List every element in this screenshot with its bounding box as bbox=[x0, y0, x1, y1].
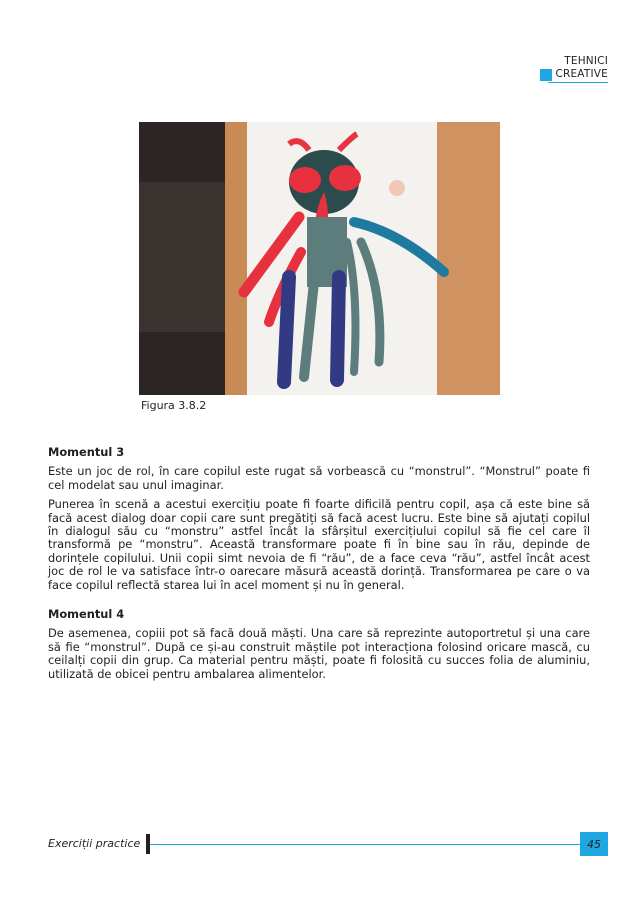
paragraph: Este un joc de rol, în care copilul este rugat să vorbească cu “monstrul”. “Monstrul” poate fi cel modelat sau unul imaginar. bbox=[48, 464, 590, 492]
blue-square-icon bbox=[540, 69, 552, 81]
plasticine-monster-photo-icon bbox=[139, 122, 500, 395]
body-text bbox=[48, 446, 590, 687]
figure-photo bbox=[139, 122, 500, 395]
footer-label: Exerciții practice bbox=[48, 837, 141, 850]
section-gap bbox=[48, 598, 590, 608]
page-number: 45 bbox=[580, 832, 608, 856]
paragraph: Punerea în scenă a acestui exercițiu poate fi foarte dificilă pentru copil, așa că este bine să facă acest dialog doar copii care sunt pregătiți să facă acest lucru. Este bine să ajutați copilul în dialogul său cu “monstru” astfel încât la sfârșitul exercițiului copilul să fie cel care îl transformă pe “monstru”. Această transformare poate fi în bine sau în rău, depinde de dorințele copilului. Unii copii simt nevoia de fi “rău”, de a face ceva “rău”, astfel încât acest joc de rol le va satisface într-o oarecare măsură această dorință. Transformarea pe care o va face copilul reflectă starea lui în acel moment și nu în general. bbox=[48, 497, 590, 592]
figure-caption: Figura 3.8.2 bbox=[141, 399, 207, 412]
section-header bbox=[540, 55, 608, 81]
section-heading: Momentul 3 bbox=[48, 445, 125, 459]
section-heading: Momentul 4 bbox=[48, 607, 125, 622]
footer-rule bbox=[150, 844, 580, 845]
header-rule bbox=[548, 82, 608, 83]
header-title-line1: TEHNICI bbox=[564, 55, 608, 67]
header-title-line2: CREATIVE bbox=[555, 68, 608, 80]
paragraph: De asemenea, copiii pot să facă două măști. Una care să reprezinte autoportretul și una care să fie “monstrul”. După ce și-au construit măștile pot interacționa folosind oricare mască, cu ceilalți copii din grup. Ca material pentru măști, poate fi folosită cu succes folia de aluminiu, utilizată de obicei pentru ambalarea alimentelor. bbox=[48, 626, 590, 681]
header-row bbox=[540, 68, 608, 81]
